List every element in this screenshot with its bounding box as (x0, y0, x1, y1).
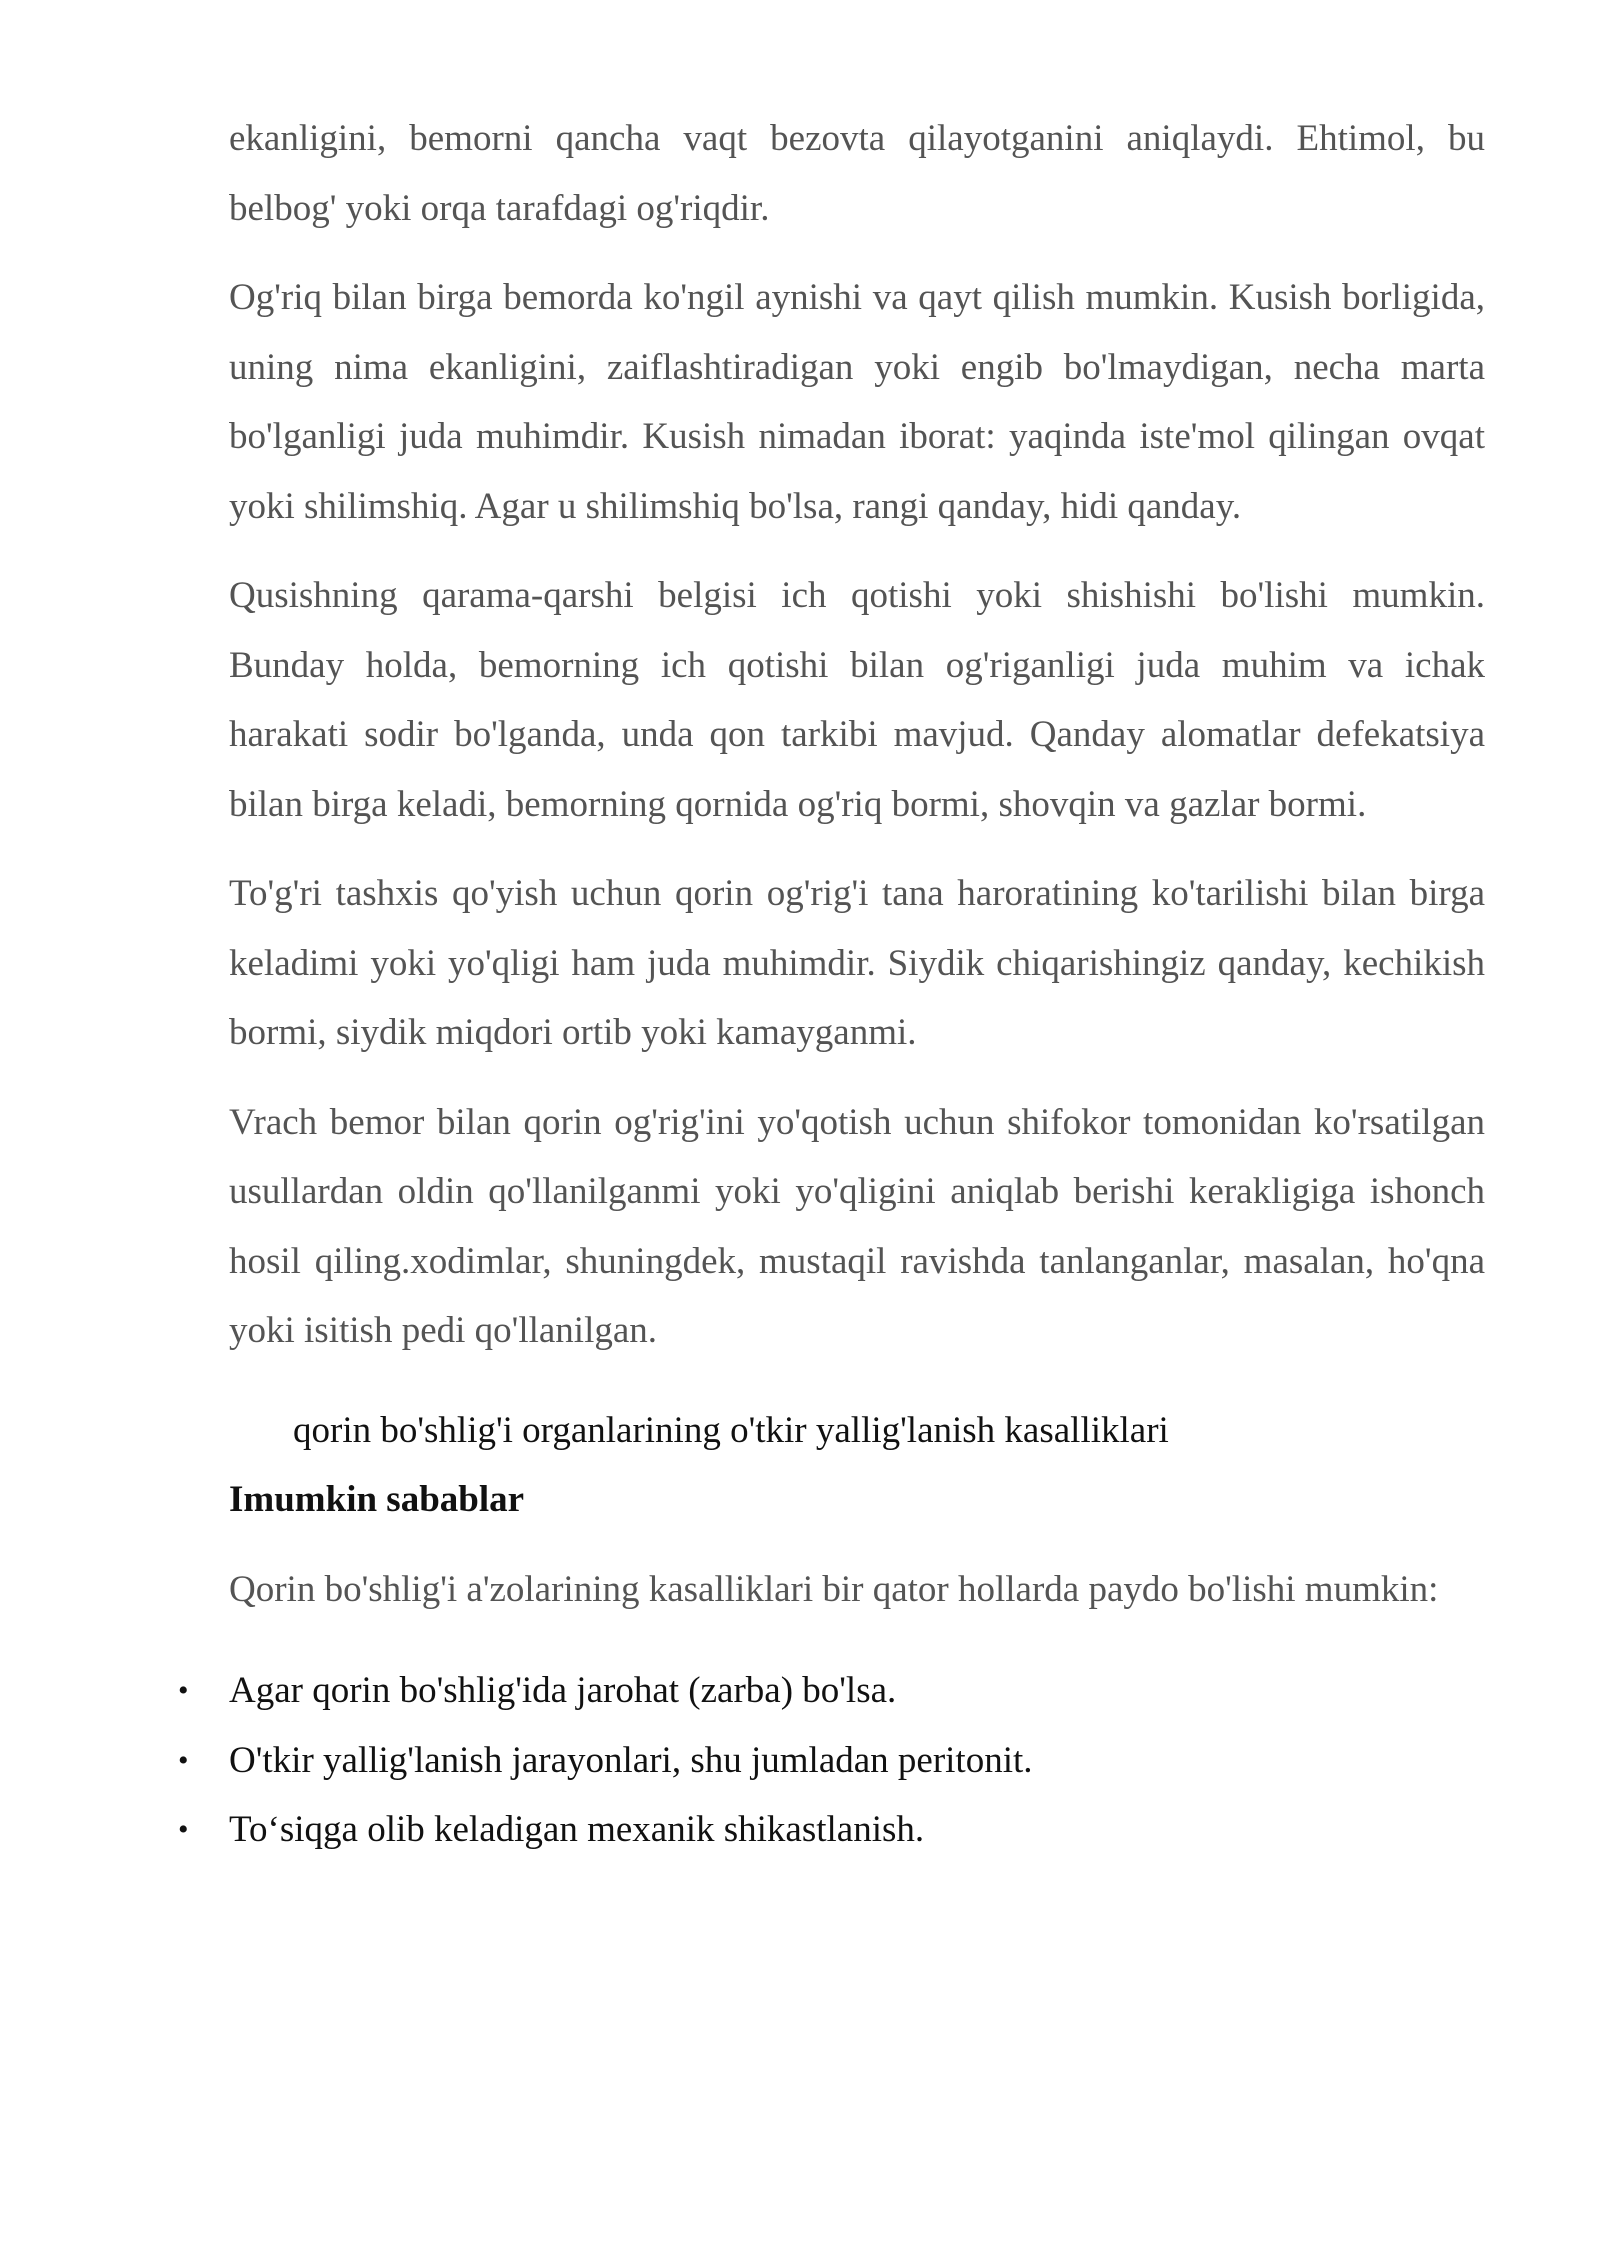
paragraph-symptom-duration: ekanligini, bemorni qancha vaqt bezovta qilayotganini aniqlaydi. Ehtimol, bu belbog' yoki orqa tarafdagi og'riqdir. (229, 118, 1485, 229)
paragraph-constipation: Qusishning qarama-qarshi belgisi ich qotishi yoki shishishi bo'lishi mumkin. Bunday holda, bemorning ich qotishi bilan og'riganligi juda muhim va ichak harakati sodir bo'lganda, unda qon tarkibi mavjud. Qanday alomatlar defekatsiya bilan birga keladi, bemorning qornida og'riq bormi, shovqin va gazlar bormi. (229, 575, 1485, 825)
list-item-text: Agar qorin bo'shlig'ida jarohat (zarba) bo'lsa. (229, 1670, 897, 1711)
paragraph-temperature: To'g'ri tashxis qo'yish uchun qorin og'rig'i tana haroratining ko'tarilishi bilan birga keladimi yoki yo'qligi ham juda muhimdir. Siydik chiqarishingiz qanday, kechikish bormi, siydik miqdori ortib yoki kamayganmi. (229, 873, 1485, 1053)
list-item-text: O'tkir yallig'lanish jarayonlari, shu jumladan peritonit. (229, 1739, 1033, 1781)
list-item (178, 1795, 1485, 1865)
list-item (178, 1726, 1485, 1796)
bullet-icon: • (178, 1674, 189, 1707)
paragraph-intro: Qorin bo'shlig'i a'zolarining kasalliklari bir qator hollarda paydo bo'lishi mumkin: (229, 1568, 1439, 1610)
paragraph-prior-methods: Vrach bemor bilan qorin og'rig'ini yo'qotish uchun shifokor tomonidan ko'rsatilgan usullardan oldin qo'llanilganmi yoki yo'qligini aniqlab berishi kerakligiga ishonch hosil qiling.xodimlar, shuningdek, mustaqil ravishda tanlanganlar, masalan, ho'qna yoki isitish pedi qo'llanilgan. (229, 1101, 1485, 1351)
paragraph-vomiting: Og'riq bilan birga bemorda ko'ngil aynishi va qayt qilish mumkin. Kusish borligida, uning nima ekanligini, zaiflashtiradigan yoki engib bo'lmaydigan, necha marta bo'lganligi juda muhimdir. Kusish nimadan iborat: yaqinda iste'mol qilingan ovqat yoki shilimshiq. Agar u shilimshiq bo'lsa, rangi qanday, hidi qanday. (229, 277, 1485, 527)
list-item-text: To‘siqga olib keladigan mexanik shikastlanish. (229, 1809, 925, 1850)
causes-list (178, 1656, 1485, 1865)
bullet-icon: • (178, 1813, 189, 1846)
bullet-icon: • (178, 1743, 189, 1777)
document-content (178, 104, 1485, 1865)
list-item (178, 1656, 1485, 1726)
section-title: qorin bo'shlig'i organlarining o'tkir yallig'lanish kasalliklari (293, 1409, 1169, 1451)
subheading-causes: Imumkin sabablar (229, 1479, 525, 1520)
